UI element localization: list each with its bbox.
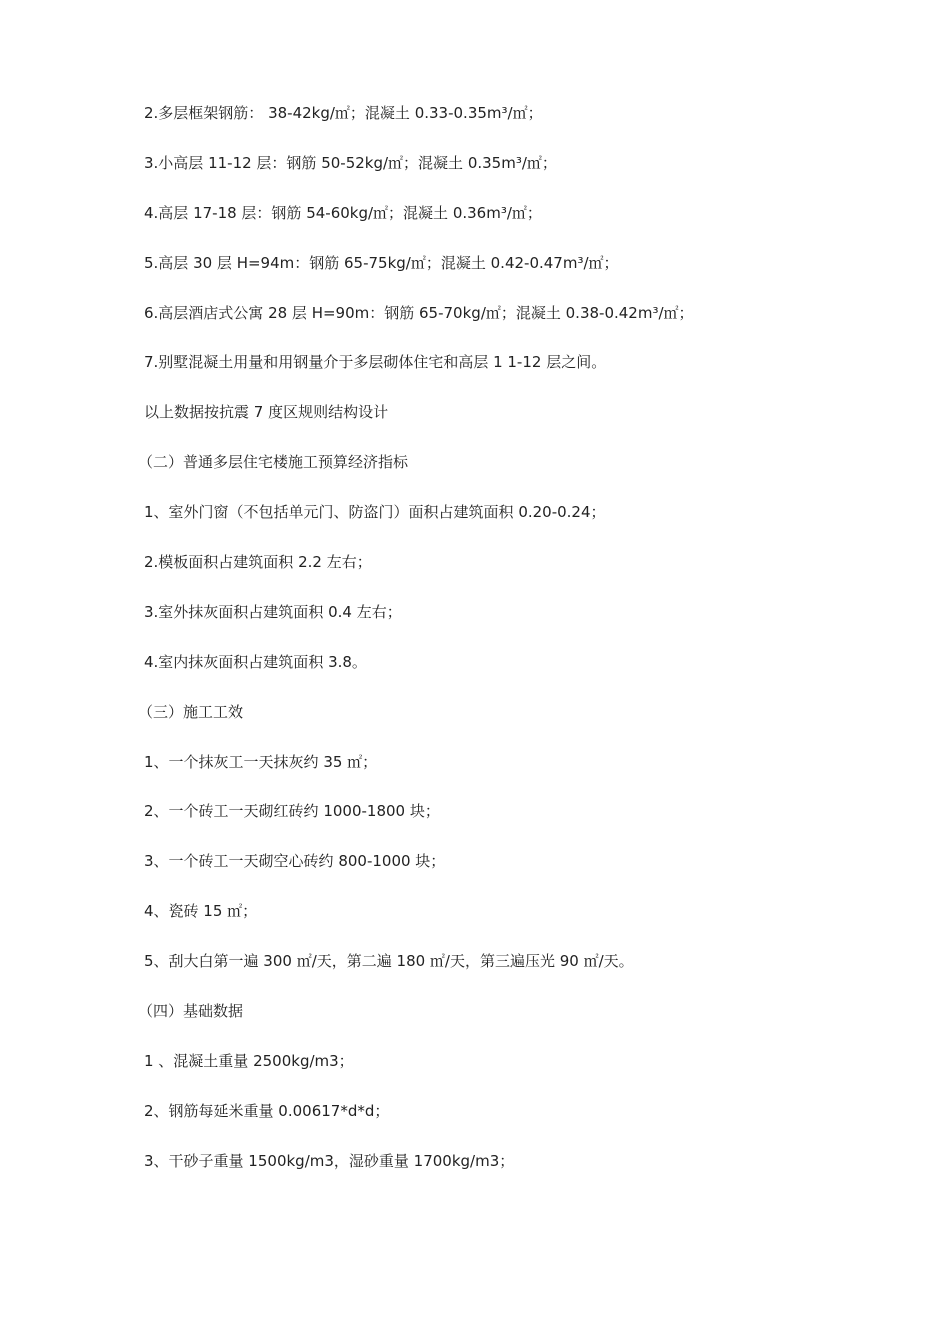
paragraph-rebar-weight: 2、钢筋每延米重量 0.00617*d*d； [144, 1101, 390, 1120]
paragraph-exterior-windows: 1、室外门窗（不包括单元门、防盗门）面积占建筑面积 0.20-0.24； [144, 503, 606, 522]
paragraph-sand-weight: 3、干砂子重量 1500kg/m3，湿砂重量 1700kg/m3； [144, 1151, 515, 1170]
paragraph-multistory-frame-rebar: 2.多层框架钢筋： 38-42kg/㎡；混凝土 0.33-0.35m³/㎡； [144, 104, 543, 122]
paragraph-plasterer-rate: 1、一个抹灰工一天抹灰约 35 ㎡； [144, 752, 378, 771]
paragraph-red-brick-rate: 2、一个砖工一天砌红砖约 1000-1800 块； [144, 802, 440, 821]
paragraph-hotel-apartment: 6.高层酒店式公寓 28 层 H=90m：钢筋 65-70kg/㎡；混凝土 0.38-0.42m³/㎡； [144, 303, 694, 322]
paragraph-villa: 7.别墅混凝土用量和用钢量介于多层砌体住宅和高层 1 1-12 层之间。 [144, 353, 607, 372]
paragraph-small-highrise: 3.小高层 11-12 层：钢筋 50-52kg/㎡；混凝土 0.35m³/㎡； [144, 153, 557, 172]
section-heading-work-efficiency: （三）施工工效 [138, 702, 244, 721]
section-heading-basic-data: （四）基础数据 [138, 1002, 244, 1021]
paragraph-exterior-plaster: 3.室外抹灰面积占建筑面积 0.4 左右； [144, 602, 402, 621]
paragraph-interior-plaster: 4.室内抹灰面积占建筑面积 3.8。 [144, 652, 367, 671]
document-body [138, 100, 844, 1198]
paragraph-concrete-weight: 1 、混凝土重量 2500kg/m3； [144, 1051, 354, 1070]
paragraph-hollow-brick-rate: 3、一个砖工一天砌空心砖约 800-1000 块； [144, 852, 446, 871]
paragraph-highrise-17-18: 4.高层 17-18 层：钢筋 54-60kg/㎡；混凝土 0.36m³/㎡； [144, 203, 542, 222]
paragraph-highrise-30: 5.高层 30 层 H=94m：钢筋 65-75kg/㎡；混凝土 0.42-0.47m³/㎡； [144, 253, 619, 272]
paragraph-putty-rate: 5、刮大白第一遍 300 ㎡/天，第二遍 180 ㎡/天，第三遍压光 90 ㎡/天。 [144, 952, 634, 971]
paragraph-tile-rate: 4、瓷砖 15 ㎡； [144, 902, 258, 921]
section-heading-economic-indicators: （二）普通多层住宅楼施工预算经济指标 [138, 453, 409, 472]
paragraph-formwork-area: 2.模板面积占建筑面积 2.2 左右； [144, 553, 372, 572]
paragraph-seismic-note: 以上数据按抗震 7 度区规则结构设计 [144, 403, 389, 422]
